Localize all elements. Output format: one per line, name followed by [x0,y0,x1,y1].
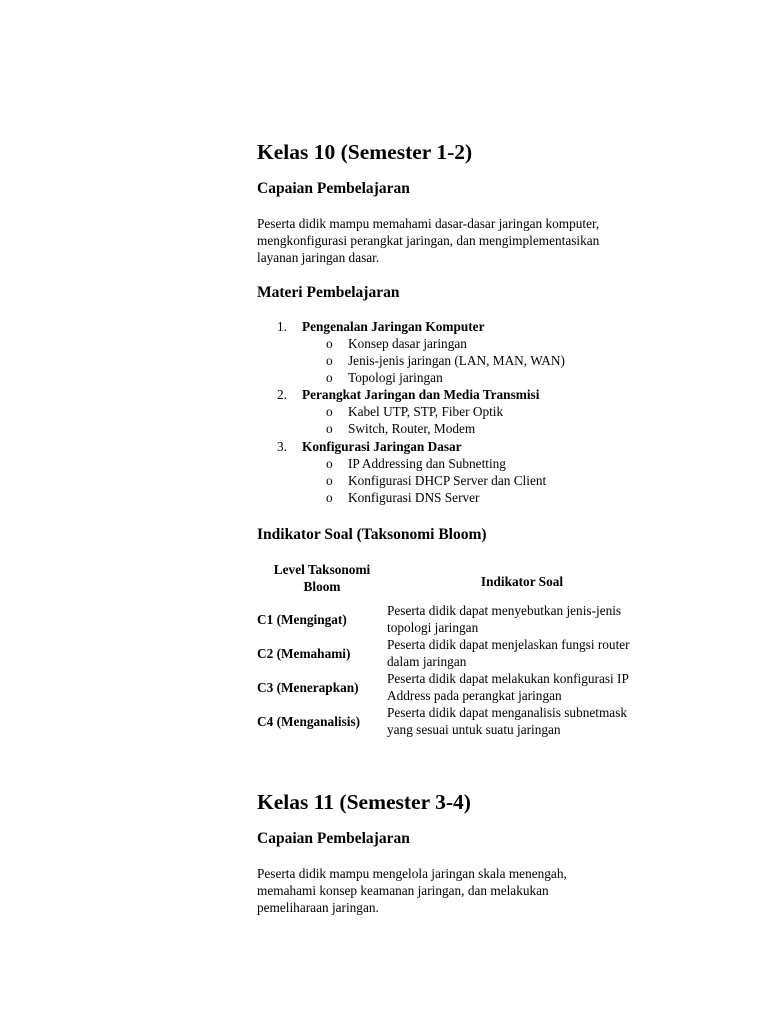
table-row [257,670,657,704]
indikator-table [257,561,657,738]
kelas11-capaian-text [257,865,677,916]
table-header-row [257,561,657,602]
bullet-marker: o [326,473,333,488]
level-cell: C2 (Memahami) [257,645,351,661]
kelas10-indikator-heading: Indikator Soal (Taksonomi Bloom) [257,526,487,543]
table-row [257,602,657,636]
subitem-text: Jenis-jenis jaringan (LAN, MAN, WAN) [348,353,565,368]
kelas10-materi-heading: Materi Pembelajaran [257,284,400,301]
kelas10-capaian-text [257,215,677,266]
bullet-marker: o [326,421,333,436]
subitem-text: Kabel UTP, STP, Fiber Optik [348,404,504,419]
capaian-line: memahami konsep keamanan jaringan, dan melakukan [257,883,549,898]
subitem-text: Konfigurasi DNS Server [348,490,480,505]
kelas10-capaian-heading: Capaian Pembelajaran [257,180,410,197]
capaian-line: mengkonfigurasi perangkat jaringan, dan mengimplementasikan [257,233,600,248]
header-indikator: Indikator Soal [480,574,564,589]
level-cell: C1 (Mengingat) [257,611,347,627]
indikator-cell: Peserta didik dapat menganalisis subnetmask yang sesuai untuk suatu jaringan [387,705,628,737]
indikator-cell: Peserta didik dapat menjelaskan fungsi router dalam jaringan [387,637,630,669]
kelas10-title: Kelas 10 (Semester 1-2) [257,140,473,164]
subitem-text: Switch, Router, Modem [348,421,476,436]
capaian-line: Peserta didik mampu mengelola jaringan skala menengah, [257,866,567,881]
kelas11-capaian-heading: Capaian Pembelajaran [257,830,410,847]
subitem-text: Topologi jaringan [348,370,443,385]
header-level: Level Taksonomi Bloom [273,562,371,594]
table-row [257,636,657,670]
bullet-marker: o [326,370,333,385]
level-cell: C4 (Menganalisis) [257,713,361,729]
subitem-text: Konsep dasar jaringan [348,336,467,351]
subitem-text: Konfigurasi DHCP Server dan Client [348,473,547,488]
kelas11-title: Kelas 11 (Semester 3-4) [257,790,471,814]
subitem-text: IP Addressing dan Subnetting [348,456,506,471]
indikator-cell: Peserta didik dapat menyebutkan jenis-jenis topologi jaringan [387,603,622,635]
bullet-marker: o [326,490,333,505]
bullet-marker: o [326,404,333,419]
materi-title: Konfigurasi Jaringan Dasar [302,439,462,454]
capaian-line: Peserta didik mampu memahami dasar-dasar jaringan komputer, [257,216,600,231]
table-row [257,704,657,738]
capaian-line: layanan jaringan dasar. [257,250,380,265]
bullet-marker: o [326,336,333,351]
materi-title: Pengenalan Jaringan Komputer [302,319,485,334]
bullet-marker: o [326,353,333,368]
list-number: 1. [277,319,287,334]
materi-title: Perangkat Jaringan dan Media Transmisi [302,387,540,402]
bullet-marker: o [326,456,333,471]
indikator-cell: Peserta didik dapat melakukan konfigurasi IP Address pada perangkat jaringan [387,671,629,703]
list-number: 2. [277,387,287,402]
list-number: 3. [277,439,287,454]
level-cell: C3 (Menerapkan) [257,679,359,695]
capaian-line: pemeliharaan jaringan. [257,900,379,915]
